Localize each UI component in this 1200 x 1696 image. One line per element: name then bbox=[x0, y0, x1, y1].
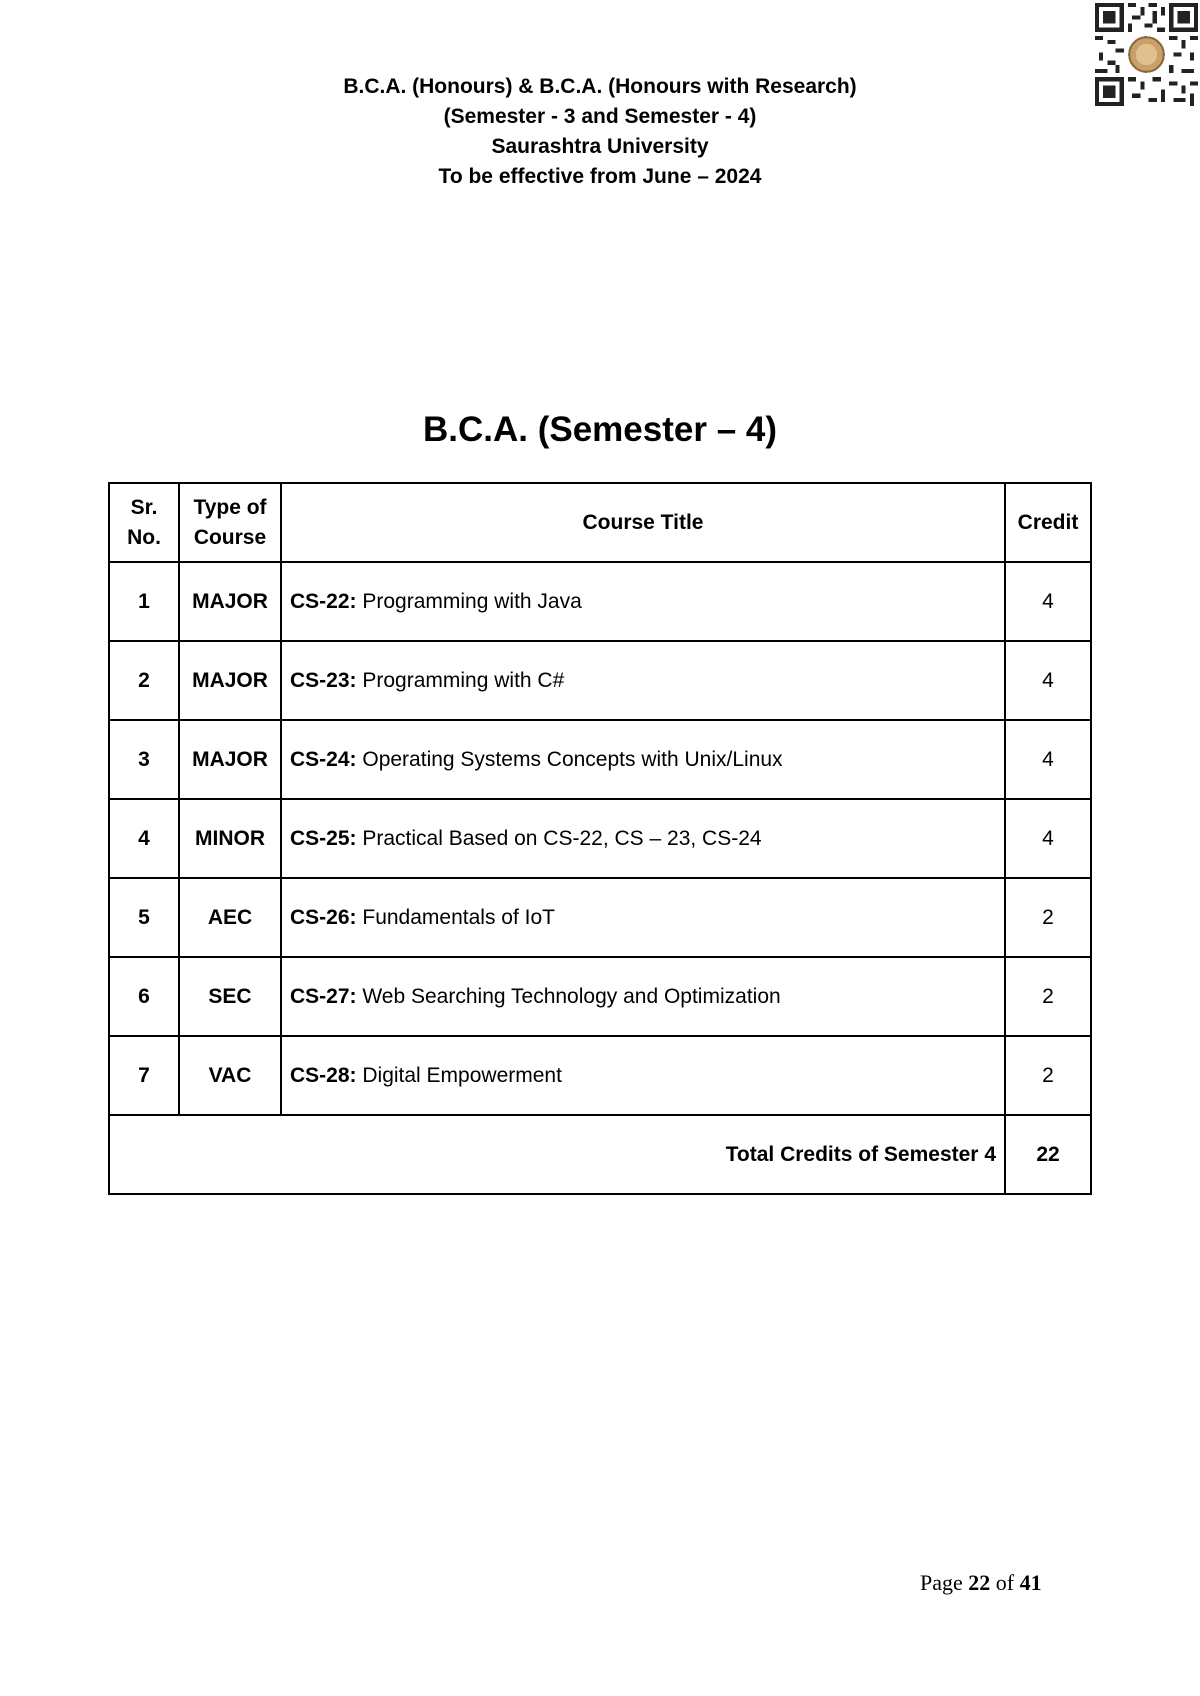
row-sr-no: 2 bbox=[109, 641, 179, 720]
row-course-type: VAC bbox=[179, 1036, 281, 1115]
row-course-title bbox=[281, 720, 1005, 799]
page-title: B.C.A. (Semester – 4) bbox=[422, 410, 778, 449]
university-name: Saurashtra University bbox=[491, 135, 709, 158]
course-code: CS-27: bbox=[290, 984, 357, 1008]
row-course-title bbox=[281, 562, 1005, 641]
row-course-title bbox=[281, 957, 1005, 1036]
document-header bbox=[0, 72, 1200, 192]
course-name: Programming with C# bbox=[356, 668, 565, 692]
course-name: Digital Empowerment bbox=[356, 1063, 562, 1087]
current-page: 22 bbox=[968, 1570, 991, 1595]
table-row bbox=[109, 957, 1091, 1036]
table-row bbox=[109, 1036, 1091, 1115]
course-name: Operating Systems Concepts with Unix/Linux bbox=[356, 747, 783, 771]
header-credit: Credit bbox=[1005, 483, 1091, 562]
course-name: Web Searching Technology and Optimization bbox=[356, 984, 781, 1008]
course-code: CS-26: bbox=[290, 905, 357, 929]
page-number bbox=[920, 1570, 1042, 1596]
total-row bbox=[109, 1115, 1091, 1194]
course-code: CS-28: bbox=[290, 1063, 357, 1087]
row-sr-no: 1 bbox=[109, 562, 179, 641]
row-course-type: MAJOR bbox=[179, 641, 281, 720]
header-sr-line1: Sr. bbox=[130, 495, 158, 519]
program-title: B.C.A. (Honours) & B.C.A. (Honours with Research) bbox=[343, 75, 857, 98]
row-sr-no: 6 bbox=[109, 957, 179, 1036]
table-row bbox=[109, 641, 1091, 720]
row-course-type: SEC bbox=[179, 957, 281, 1036]
row-credit: 4 bbox=[1005, 641, 1091, 720]
header-course-title: Course Title bbox=[281, 483, 1005, 562]
header-course-type bbox=[179, 483, 281, 562]
row-sr-no: 7 bbox=[109, 1036, 179, 1115]
semester-range: (Semester - 3 and Semester - 4) bbox=[443, 105, 757, 128]
course-code: CS-25: bbox=[290, 826, 357, 850]
table-header-row bbox=[109, 483, 1091, 562]
row-credit: 4 bbox=[1005, 720, 1091, 799]
total-credits: 22 bbox=[1005, 1115, 1091, 1194]
row-credit: 4 bbox=[1005, 562, 1091, 641]
header-sr-no bbox=[109, 483, 179, 562]
row-sr-no: 4 bbox=[109, 799, 179, 878]
row-sr-no: 3 bbox=[109, 720, 179, 799]
course-code: CS-22: bbox=[290, 589, 357, 613]
page-word: Page bbox=[920, 1570, 969, 1595]
course-name: Programming with Java bbox=[356, 589, 582, 613]
row-credit: 2 bbox=[1005, 1036, 1091, 1115]
course-code: CS-23: bbox=[290, 668, 357, 692]
course-table bbox=[108, 482, 1092, 1195]
effective-date: To be effective from June – 2024 bbox=[438, 165, 762, 188]
header-sr-line2: No. bbox=[127, 525, 161, 549]
of-word: of bbox=[990, 1570, 1020, 1595]
row-course-type: MAJOR bbox=[179, 562, 281, 641]
total-pages: 41 bbox=[1019, 1570, 1042, 1595]
header-type-line1: Type of bbox=[193, 495, 267, 519]
row-course-type: AEC bbox=[179, 878, 281, 957]
table-row bbox=[109, 720, 1091, 799]
course-code: CS-24: bbox=[290, 747, 357, 771]
row-course-type: MINOR bbox=[179, 799, 281, 878]
row-course-type: MAJOR bbox=[179, 720, 281, 799]
row-course-title bbox=[281, 1036, 1005, 1115]
course-name: Fundamentals of IoT bbox=[356, 905, 555, 929]
table-row bbox=[109, 878, 1091, 957]
row-credit: 2 bbox=[1005, 957, 1091, 1036]
table-row bbox=[109, 799, 1091, 878]
row-credit: 2 bbox=[1005, 878, 1091, 957]
row-sr-no: 5 bbox=[109, 878, 179, 957]
total-label: Total Credits of Semester 4 bbox=[109, 1115, 1005, 1194]
row-course-title bbox=[281, 641, 1005, 720]
table-row bbox=[109, 562, 1091, 641]
row-course-title bbox=[281, 878, 1005, 957]
row-credit: 4 bbox=[1005, 799, 1091, 878]
course-name: Practical Based on CS-22, CS – 23, CS-24 bbox=[356, 826, 762, 850]
row-course-title bbox=[281, 799, 1005, 878]
header-type-line2: Course bbox=[193, 525, 267, 549]
